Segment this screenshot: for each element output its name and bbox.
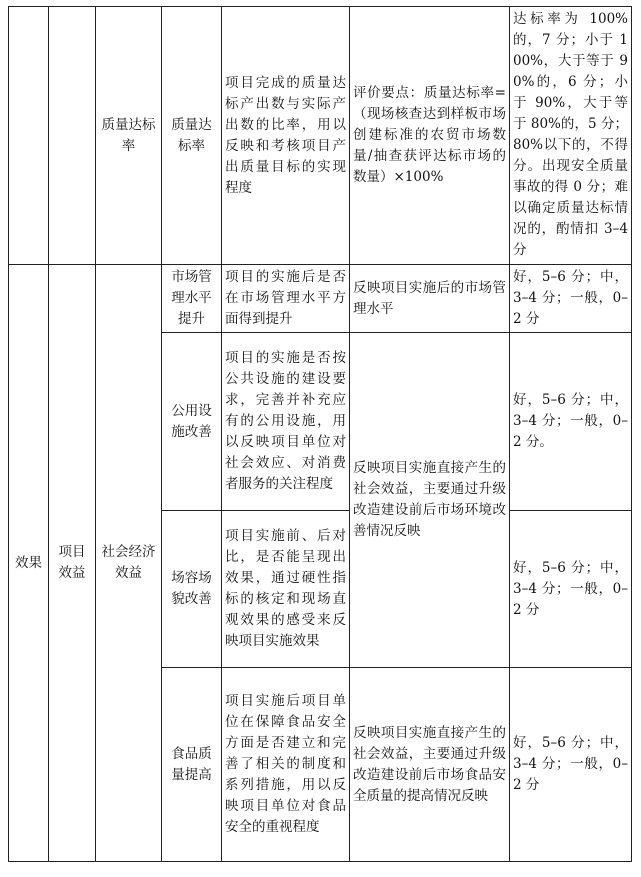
cell-indicator-market: 市场管理水平提升 (162, 265, 222, 333)
cell-score-market: 好，5–6 分；中，3–4 分；一般，0–2 分 (510, 265, 632, 333)
cell-level3-socioeconomic: 社会经济效益 (96, 265, 162, 862)
table-row-quality (9, 7, 632, 265)
cell-level2-benefit: 项目效益 (49, 265, 96, 862)
cell-indicator-public: 公用设施改善 (162, 333, 222, 511)
cell-eval-market: 反映项目实施后的市场管理水平 (350, 265, 510, 333)
cell-level1-effect: 效果 (9, 265, 49, 862)
cell-eval-food: 反映项目实施直接产生的社会效益，主要通过升级改造建设前后市场食品安全质量的提高情况反映 (350, 668, 510, 862)
cell-desc-site: 项目实施前、后对比，是否能呈现出效果，通过硬性指标的核定和现场直观效果的感受来反映项目实施效果 (222, 511, 350, 668)
cell-desc-market: 项目的实施后是否在市场管理水平方面得到提升 (222, 265, 350, 333)
cell-indicator-food: 食品质量提高 (162, 668, 222, 862)
cell-eval-quality: 评价要点：质量达标率=（现场核查达到样板市场创建标准的农贸市场数量/抽查获评达标市场的数量）×100% (350, 7, 510, 265)
cell-score-public: 好，5–6 分；中，3–4 分；一般，0–2 分。 (510, 333, 632, 511)
cell-score-food: 好，5–6 分；中，3–4 分；一般，0–2 分 (510, 668, 632, 862)
cell-desc-public: 项目的实施是否按公共设施的建设要求，完善并补充应有的公用设施，用以反映项目单位对社会效应、对消费者服务的关注程度 (222, 333, 350, 511)
cell-level3-quality: 质量达标率 (96, 7, 162, 265)
cell-eval-shared: 反映项目实施直接产生的社会效益，主要通过升级改造建设前后市场环境改善情况反映 (350, 333, 510, 668)
cell-score-site: 好，5–6 分；中，3–4 分；一般，0–2 分 (510, 511, 632, 668)
cell-indicator-quality: 质量达标率 (162, 7, 222, 265)
cell-desc-quality: 项目完成的质量达标产出数与实际产出数的比率，用以反映和考核项目产出质量目标的实现程度 (222, 7, 350, 265)
cell-desc-food: 项目实施后项目单位在保障食品安全方面是否建立和完善了相关的制度和系列措施，用以反映项目单位对食品安全的重视程度 (222, 668, 350, 862)
evaluation-table (8, 6, 632, 862)
cell-empty-level1 (9, 7, 49, 265)
cell-score-quality: 达标率为 100%的，7 分；小于 100%，大于等于 90%的，6 分；小于 90%，大于等于 80%的，5 分；80%以下的，不得分。出现安全质量事故的得 0 分；难以确定质量达标情况的，酌情扣 3–4 分 (510, 7, 632, 265)
cell-empty-level2 (49, 7, 96, 265)
table-row-market (9, 265, 632, 333)
cell-indicator-site: 场容场貌改善 (162, 511, 222, 668)
